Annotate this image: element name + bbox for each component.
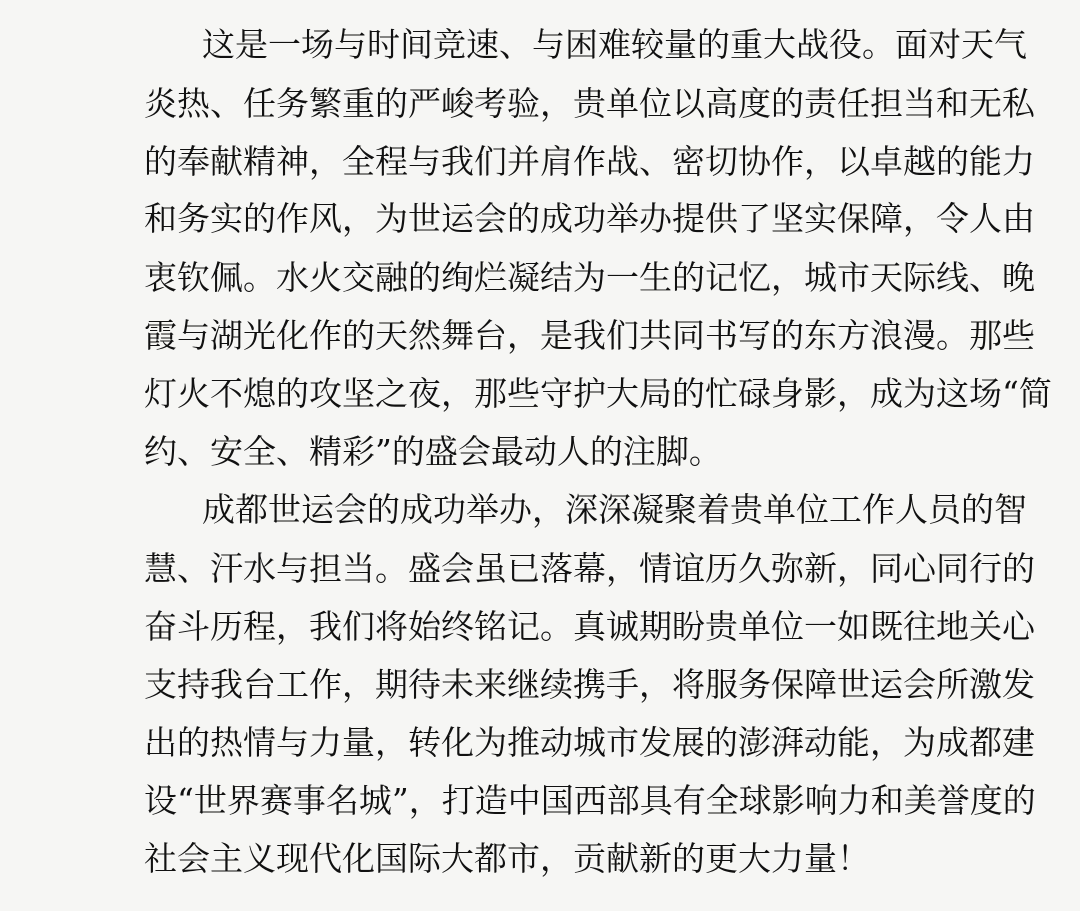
- paragraph-1-line-3: 的奉献精神，全程与我们并肩作战、密切协作，以卓越的能力: [144, 142, 1035, 181]
- paragraph-1-line-2: 炎热、任务繁重的严峻考验，贵单位以高度的责任担当和无私: [144, 84, 1035, 123]
- paragraph-2-line-4: 支持我台工作，期待未来继续携手，将服务保障世运会所激发: [144, 665, 1035, 704]
- paragraph-1-line-5: 衷钦佩。水火交融的绚烂凝结为一生的记忆，城市天际线、晚: [144, 258, 1035, 297]
- paragraph-1-line-8: 约、安全、精彩”的盛会最动人的注脚。: [144, 432, 722, 471]
- paragraph-2-line-6: 设“世界赛事名城”，打造中国西部具有全球影响力和美誉度的: [144, 781, 1036, 820]
- paragraph-2-line-7: 社会主义现代化国际大都市，贡献新的更大力量！: [144, 839, 870, 878]
- paragraph-1-line-1: 这是一场与时间竞速、与困难较量的重大战役。面对天气: [202, 25, 1027, 64]
- paragraph-1-line-4: 和务实的作风，为世运会的成功举办提供了坚实保障，令人由: [144, 199, 1035, 238]
- paragraph-2-line-5: 出的热情与力量，转化为推动城市发展的澎湃动能，为成都建: [144, 723, 1035, 762]
- paragraph-2-line-1: 成都世运会的成功举办，深深凝聚着贵单位工作人员的智: [202, 490, 1027, 529]
- paragraph-2-line-2: 慧、汗水与担当。盛会虽已落幕，情谊历久弥新，同心同行的: [144, 549, 1035, 588]
- paragraph-1-line-6: 霞与湖光化作的天然舞台，是我们共同书写的东方浪漫。那些: [144, 316, 1035, 355]
- paragraph-2-line-3: 奋斗历程，我们将始终铭记。真诚期盼贵单位一如既往地关心: [144, 607, 1035, 646]
- paragraph-1-line-7: 灯火不熄的攻坚之夜，那些守护大局的忙碌身影，成为这场“简: [144, 374, 1052, 413]
